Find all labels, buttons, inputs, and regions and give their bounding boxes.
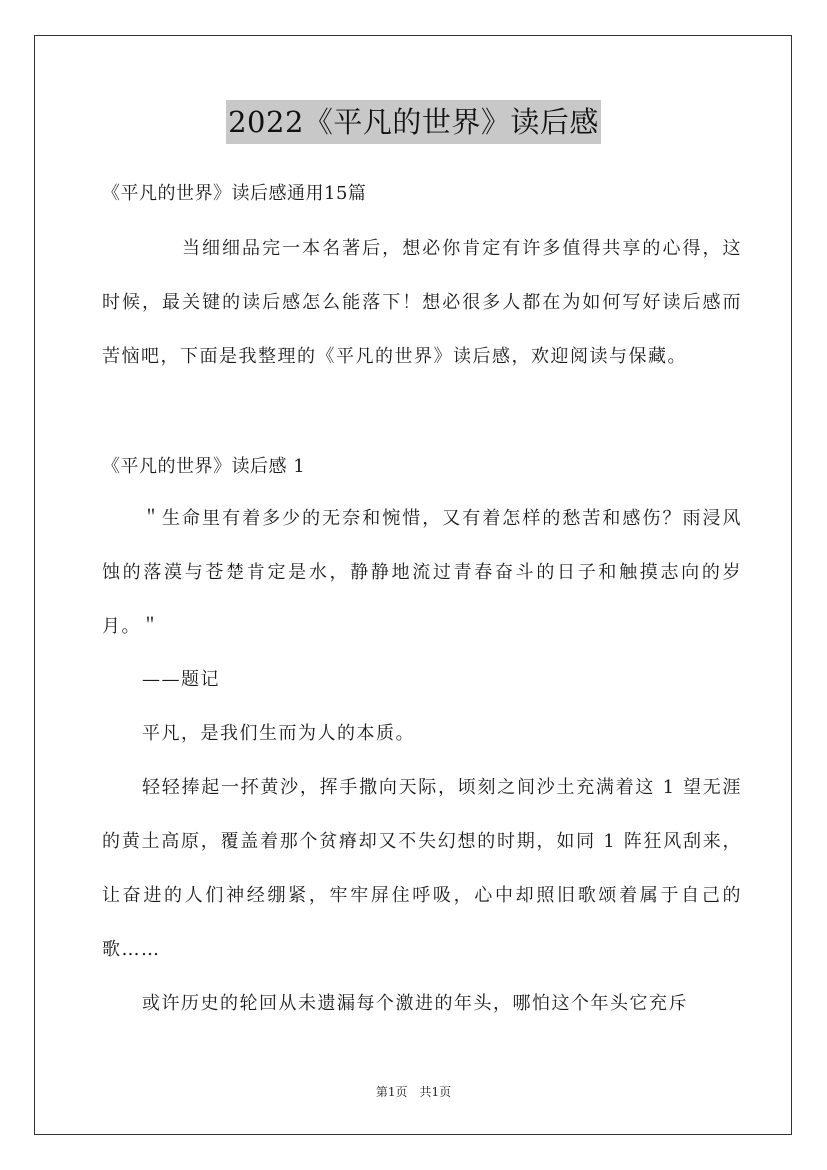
quote-paragraph: ＂生命里有着多少的无奈和惋惜，又有着怎样的愁苦和感伤？雨浸风蚀的落漠与苍楚肯定是水，静静地流过青春奋斗的日子和触摸志向的岁月。＂	[102, 508, 742, 637]
intro-paragraph: 当细细品完一本名著后，想必你肯定有许多值得共享的心得，这时候，最关键的读后感怎么能落下！想必很多人都在为如何写好读后感而苦恼吧，下面是我整理的《平凡的世界》读后感，欢迎阅读与保藏。	[102, 238, 742, 367]
epigraph: ——题记	[142, 669, 220, 690]
document-title: 2022《平凡的世界》读后感	[226, 100, 601, 144]
body-paragraph-2: 轻轻捧起一抔黄沙，挥手撒向天际，顷刻之间沙土充满着这 1 望无涯的黄土高原，覆盖着那个贫瘠却又不失幻想的时期，如同 1 阵狂风刮来，让奋进的人们神经绷紧，牢牢屏住呼吸，心中却照旧歌颂着属于自己的歌……	[102, 777, 742, 960]
document-subtitle: 《平凡的世界》读后感通用15篇	[102, 183, 367, 204]
body-paragraph-1: 平凡，是我们生而为人的本质。	[142, 723, 415, 744]
page-footer: 第1页 共1页	[375, 1085, 452, 1099]
section-heading: 《平凡的世界》读后感 1	[102, 456, 306, 477]
body-paragraph-3: 或许历史的轮回从未遗漏每个激进的年头，哪怕这个年头它充斥	[142, 993, 688, 1014]
title-container	[0, 100, 827, 144]
